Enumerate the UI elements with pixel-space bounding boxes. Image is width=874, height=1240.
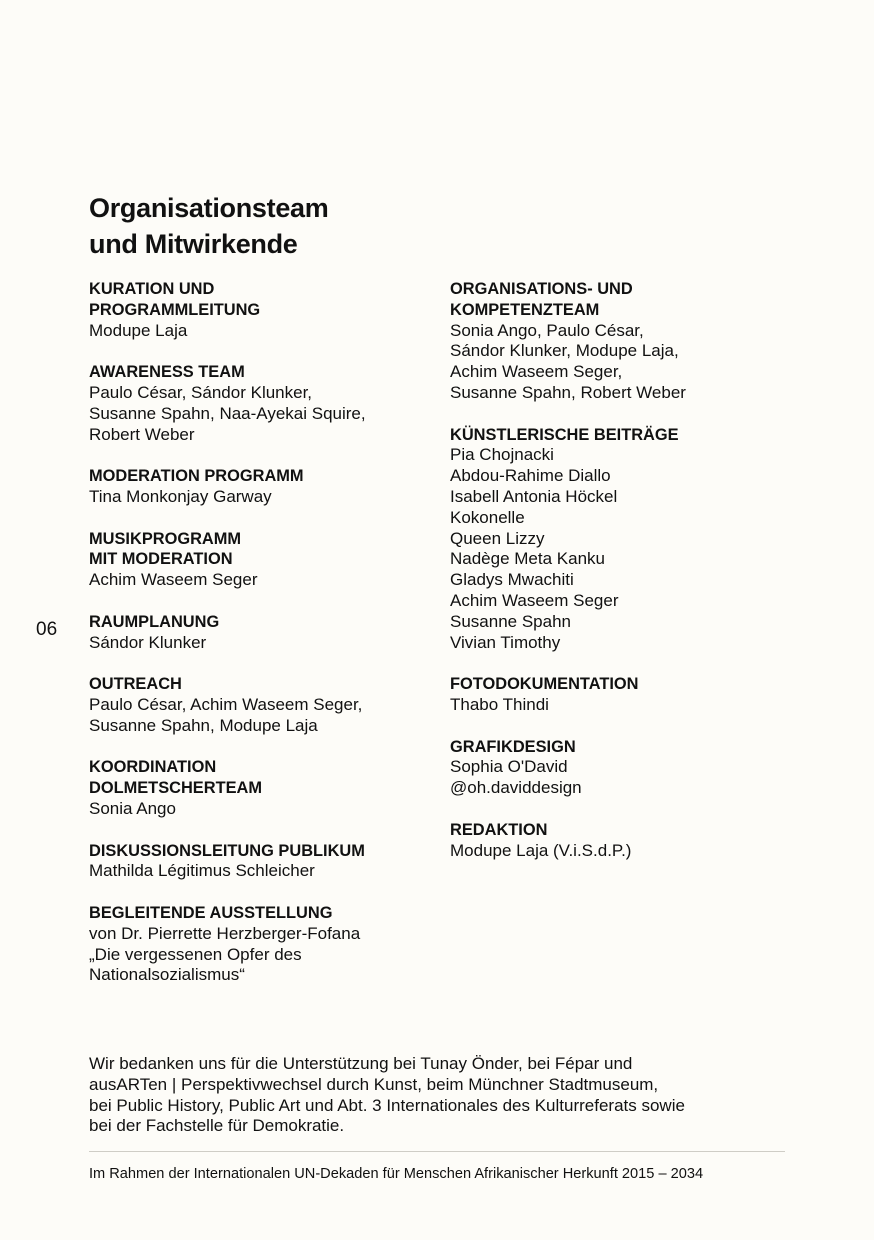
- credit-section: [89, 903, 434, 986]
- credit-line: Vivian Timothy: [450, 632, 561, 652]
- section-heading: MODERATION PROGRAMM: [89, 467, 304, 486]
- section-heading: MUSIKPROGRAMM: [89, 529, 242, 548]
- section-heading: FOTODOKUMENTATION: [450, 675, 639, 694]
- credit-section: [450, 820, 795, 862]
- credit-section: [450, 279, 795, 404]
- credit-section: [89, 362, 434, 445]
- acknowledgements: [89, 1054, 789, 1137]
- acknowledgement-line: bei der Fachstelle für Demokratie.: [89, 1116, 345, 1136]
- credit-section: [89, 612, 434, 654]
- credit-line: Robert Weber: [89, 424, 195, 444]
- credit-section: [89, 529, 434, 591]
- section-heading: PROGRAMMLEITUNG: [89, 300, 261, 319]
- section-heading: KÜNSTLERISCHE BEITRÄGE: [450, 425, 679, 444]
- page-title-line: Organisationsteam: [89, 193, 329, 223]
- credit-line: Sándor Klunker, Modupe Laja,: [450, 341, 679, 361]
- page-title-line: und Mitwirkende: [89, 229, 298, 259]
- section-heading: AWARENESS TEAM: [89, 363, 245, 382]
- credit-line: Thabo Thindi: [450, 694, 549, 714]
- section-heading: BEGLEITENDE AUSSTELLUNG: [89, 903, 333, 922]
- credit-line: Achim Waseem Seger: [89, 570, 258, 590]
- credit-section: [450, 737, 795, 799]
- credit-line: Susanne Spahn, Robert Weber: [450, 382, 686, 402]
- credit-line: Mathilda Légitimus Schleicher: [89, 861, 315, 881]
- credit-section: [89, 466, 434, 508]
- credit-section: [89, 279, 434, 341]
- credit-line: Sonia Ango: [89, 798, 176, 818]
- acknowledgement-line: Wir bedanken uns für die Unterstützung bei Tunay Önder, bei Fépar und: [89, 1054, 633, 1073]
- footer-note: Im Rahmen der Internationalen UN-Dekaden für Menschen Afrikanischer Herkunft 2015 – 2034: [89, 1166, 704, 1182]
- right-credits-column: [450, 279, 795, 882]
- section-heading: GRAFIKDESIGN: [450, 737, 576, 756]
- acknowledgement-line: bei Public History, Public Art und Abt. 3 Internationales des Kulturreferats sowie: [89, 1095, 685, 1115]
- credit-line: Gladys Mwachiti: [450, 570, 574, 590]
- left-credits-column: [89, 279, 434, 1007]
- credit-line: Modupe Laja (V.i.S.d.P.): [450, 840, 632, 860]
- credit-section: [89, 757, 434, 819]
- credit-line: @oh.daviddesign: [450, 778, 582, 798]
- credit-line: Nadège Meta Kanku: [450, 549, 605, 569]
- section-heading: KOORDINATION: [89, 758, 217, 777]
- section-heading: OUTREACH: [89, 675, 182, 694]
- credit-line: Susanne Spahn: [450, 611, 571, 631]
- section-heading: DOLMETSCHERTEAM: [89, 779, 263, 798]
- credit-line: Sophia O'David: [450, 757, 568, 777]
- page-number: 06: [36, 619, 58, 640]
- credit-line: von Dr. Pierrette Herzberger-Fofana: [89, 923, 361, 943]
- credit-line: Sándor Klunker: [89, 632, 207, 652]
- acknowledgement-line: ausARTen | Perspektivwechsel durch Kunst, beim Münchner Stadtmuseum,: [89, 1074, 659, 1094]
- credit-section: [450, 674, 795, 716]
- section-heading: DISKUSSIONSLEITUNG PUBLIKUM: [89, 841, 365, 860]
- credit-line: Achim Waseem Seger: [450, 590, 619, 610]
- page-title: [89, 190, 328, 262]
- credit-line: Modupe Laja: [89, 320, 188, 340]
- section-heading: KOMPETENZTEAM: [450, 300, 600, 319]
- section-heading: KURATION UND: [89, 280, 215, 298]
- credit-line: Susanne Spahn, Modupe Laja: [89, 715, 318, 735]
- section-heading: ORGANISATIONS- UND: [450, 280, 633, 298]
- credit-line: Nationalsozialismus“: [89, 965, 245, 985]
- credit-line: Queen Lizzy: [450, 528, 545, 548]
- credit-line: Achim Waseem Seger,: [450, 362, 623, 382]
- credit-line: Susanne Spahn, Naa-Ayekai Squire,: [89, 403, 366, 423]
- footer-divider: [89, 1151, 785, 1152]
- section-heading: RAUMPLANUNG: [89, 612, 220, 631]
- credit-line: Isabell Antonia Höckel: [450, 486, 618, 506]
- credit-line: Paulo César, Achim Waseem Seger,: [89, 694, 363, 714]
- credit-line: Kokonelle: [450, 507, 525, 527]
- credit-line: Abdou-Rahime Diallo: [450, 466, 611, 486]
- credit-line: „Die vergessenen Opfer des: [89, 944, 302, 964]
- section-heading: MIT MODERATION: [89, 550, 233, 569]
- credit-line: Pia Chojnacki: [450, 445, 554, 465]
- credit-line: Tina Monkonjay Garway: [89, 486, 272, 506]
- credit-section: [89, 841, 434, 883]
- credit-line: Paulo César, Sándor Klunker,: [89, 382, 313, 402]
- credit-section: [89, 674, 434, 736]
- credit-line: Sonia Ango, Paulo César,: [450, 320, 644, 340]
- credit-section: [450, 425, 795, 654]
- section-heading: REDAKTION: [450, 820, 548, 839]
